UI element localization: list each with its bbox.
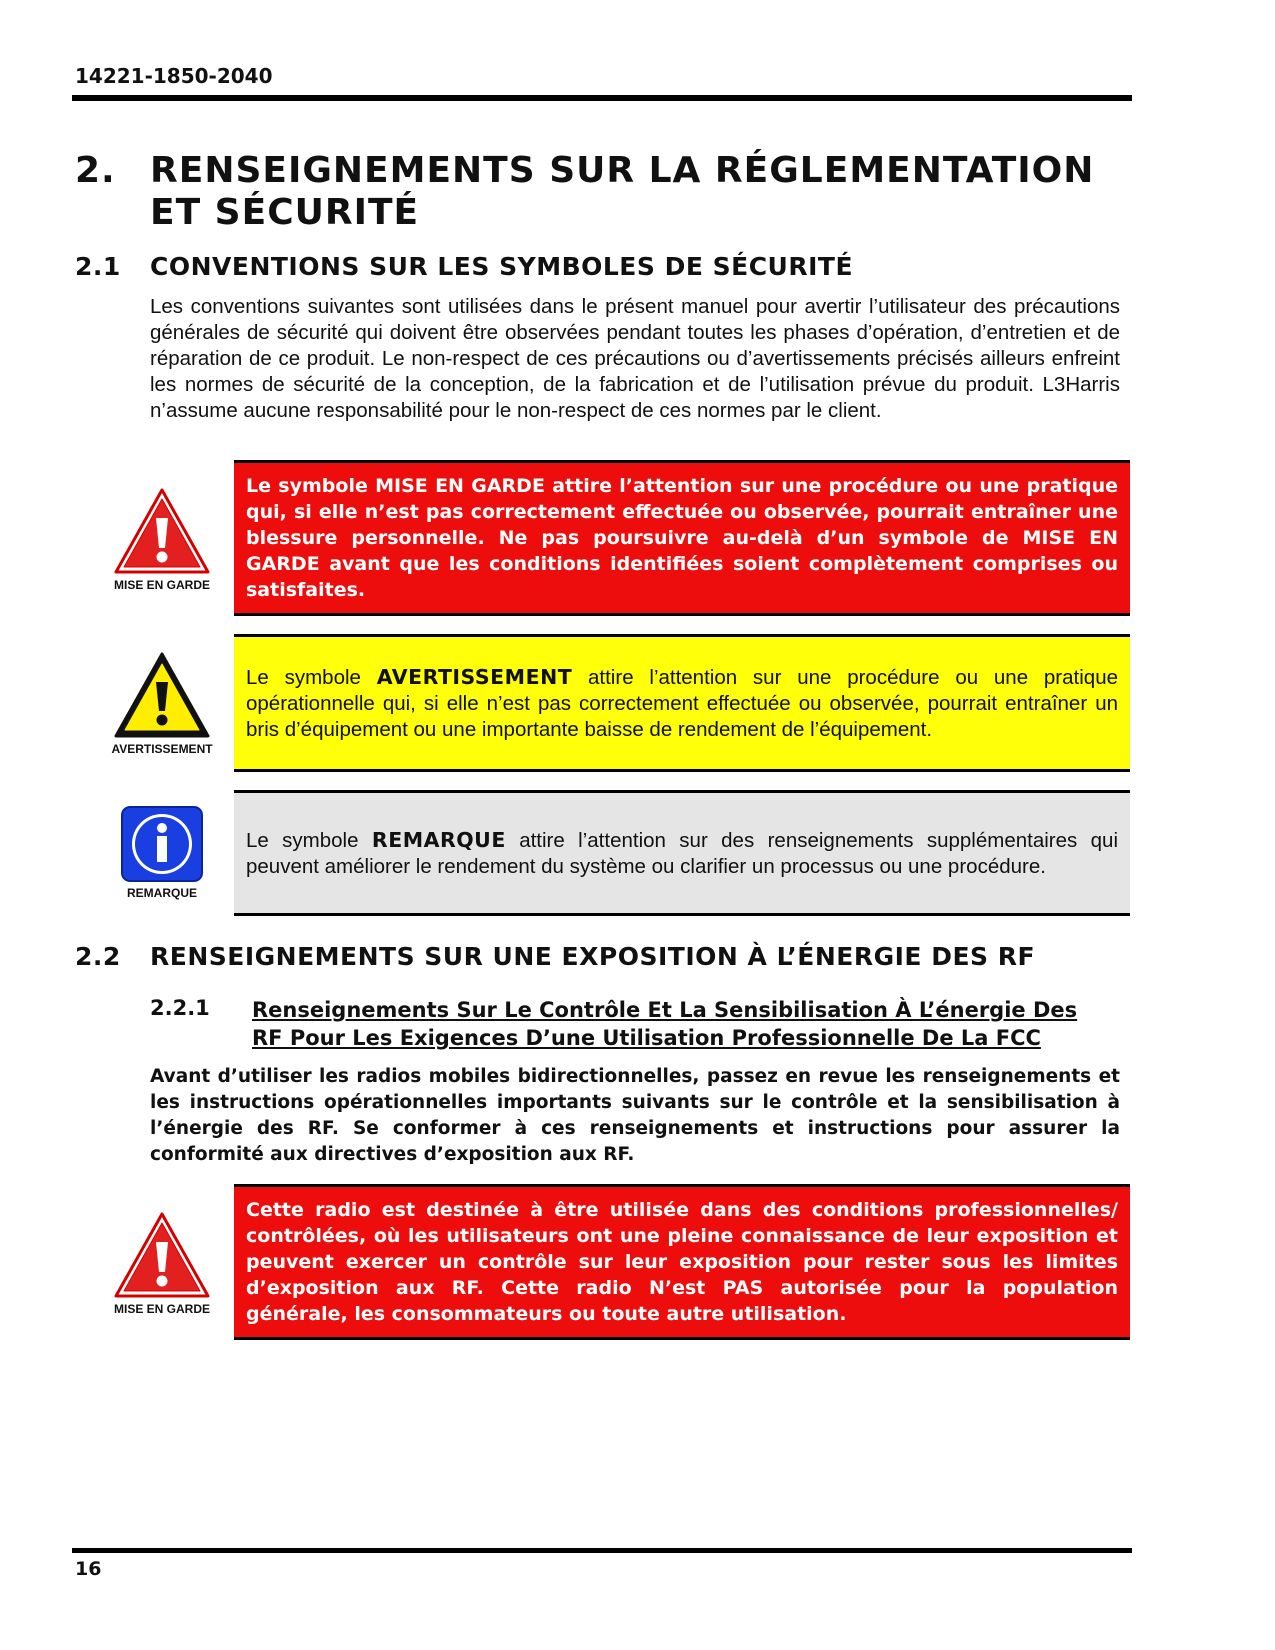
- header-rule: [72, 95, 1132, 101]
- warning-box: [234, 634, 1130, 772]
- info-icon: [119, 804, 205, 884]
- warning-symbol: [106, 650, 218, 756]
- warning-text-prefix: Le symbole: [246, 665, 377, 689]
- subsection-title: CONVENTIONS SUR LES SYMBOLES DE SÉCURITÉ: [150, 252, 854, 281]
- note-text-prefix: Le symbole: [246, 828, 372, 852]
- subsection-number: 2.1: [75, 252, 121, 281]
- rf-caution-box: [234, 1184, 1130, 1340]
- section-title: RENSEIGNEMENTS SUR LA RÉGLEMENTATION ET SÉCURITÉ: [150, 150, 1095, 233]
- section-number: 2.: [75, 150, 116, 191]
- note-box: [234, 790, 1130, 916]
- note-text: [246, 827, 1118, 880]
- subsection-title: RENSEIGNEMENTS SUR UNE EXPOSITION À L’ÉNERGIE DES RF: [150, 942, 1036, 971]
- document-number: 14221-1850-2040: [75, 64, 273, 88]
- caution-text: Le symbole MISE EN GARDE attire l’attention sur une procédure ou une pratique qui, si elle n’est pas correctement effectuée ou observée, pourrait entraîner une blessure personnelle. Ne pas poursuivre au-delà d’un symbole de MISE EN GARDE avant que les conditions identifiées soient complètement comprises ou satisfaites.: [246, 475, 1118, 601]
- warning-keyword: AVERTISSEMENT: [376, 664, 573, 689]
- caution-symbol-label: MISE EN GARDE: [113, 578, 210, 592]
- page-number: 16: [75, 1558, 102, 1580]
- note-keyword: REMARQUE: [371, 827, 506, 852]
- caution-box: [234, 460, 1130, 616]
- rf-caution-symbol: [106, 1210, 218, 1316]
- note-text-suffix: attire l’attention sur des renseignements supplémentaires qui peuvent améliorer le rendement du système ou clarifier un processus ou une procédure.: [246, 828, 1118, 878]
- caution-triangle-icon: [112, 1210, 212, 1300]
- subsubsection-title: Renseignements Sur Le Contrôle Et La Sensibilisation À L’énergie Des RF Pour Les Exigences D’une Utilisation Professionnelle De La FCC: [252, 998, 1078, 1050]
- warning-text-suffix: attire l’attention sur une procédure ou une pratique opérationnelle qui, si elle n’est pas correctement effectuée ou observée, pourrait entraîner un bris d’équipement ou une importante baisse de rendement de l’équipement.: [246, 665, 1118, 741]
- warning-text: [246, 664, 1118, 743]
- note-symbol: [106, 804, 218, 900]
- footer-rule: [72, 1548, 1132, 1553]
- note-symbol-label: REMARQUE: [126, 886, 197, 900]
- rf-caution-text: Cette radio est destinée à être utilisée dans des conditions professionnelles/ contrôlées, où les utilisateurs ont une pleine connaissance de leur exposition et peuvent exercer un contrôle sur leur exposition pour rester sous les limites d’exposition aux RF. Cette radio N’est PAS autorisée pour la population générale, les consommateurs ou toute autre utilisation.: [246, 1199, 1118, 1325]
- warning-symbol-label: AVERTISSEMENT: [111, 742, 213, 756]
- caution-triangle-icon: [112, 486, 212, 576]
- subsection-number: 2.2: [75, 942, 121, 971]
- rf-caution-symbol-label: MISE EN GARDE: [113, 1302, 210, 1316]
- caution-symbol: [106, 486, 218, 592]
- conventions-paragraph: Les conventions suivantes sont utilisées dans le présent manuel pour avertir l’utilisateur des précautions générales de sécurité qui doivent être observées pendant toutes les phases d’opération, d’entretien et de réparation de ce produit. Le non-respect de ces précautions ou d’avertissements précisés ailleurs enfreint les normes de sécurité de la conception, de la fabrication et de l’utilisation prévue du produit. L3Harris n’assume aucune responsabilité pour le non-respect de ces normes par le client.: [150, 295, 1120, 422]
- warning-triangle-icon: [112, 650, 212, 740]
- rf-paragraph: Avant d’utiliser les radios mobiles bidirectionnelles, passez en revue les renseignements et les instructions opérationnelles importants suivants sur le contrôle et la sensibilisation à l’énergie des RF. Se conformer à ces renseignements et instructions pour assurer la conformité aux directives d’exposition aux RF.: [150, 1066, 1120, 1165]
- subsubsection-number: 2.2.1: [150, 996, 210, 1020]
